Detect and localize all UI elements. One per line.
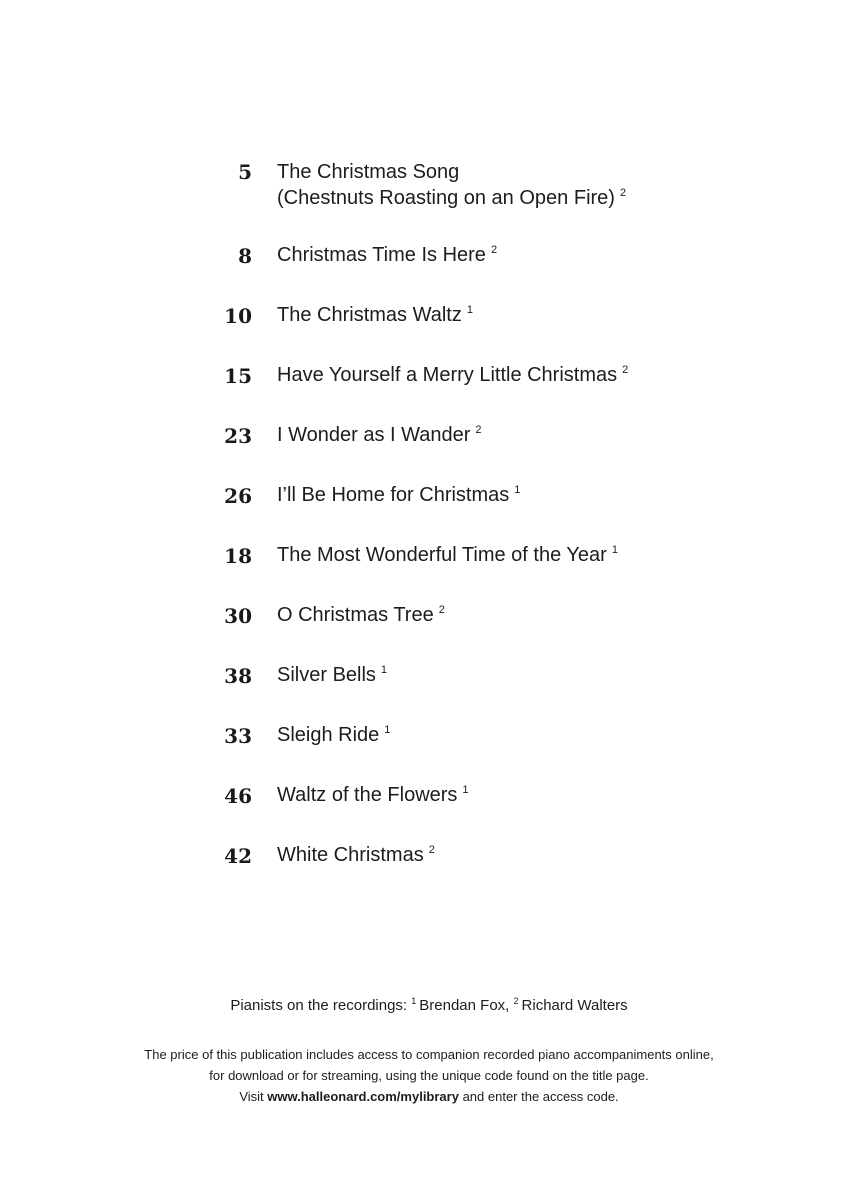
toc-entry — [0, 158, 858, 209]
song-title — [277, 602, 445, 628]
toc-entry — [0, 482, 858, 522]
pianist-mark: 2 — [428, 844, 435, 856]
title-line-text: I Wonder as I Wander — [277, 424, 471, 446]
page-number: 38 — [224, 664, 252, 688]
pianist-name: Brendan Fox, — [419, 997, 510, 1014]
page-number: 30 — [224, 604, 252, 628]
title-line: The Christmas Song — [277, 161, 460, 183]
song-title — [277, 662, 387, 688]
toc-entry — [0, 362, 858, 402]
pianist-mark: 2 — [513, 996, 519, 1006]
song-title — [277, 422, 482, 448]
song-title — [277, 159, 626, 211]
page-number: 8 — [238, 244, 252, 268]
library-url: www.halleonard.com/mylibrary — [267, 1089, 459, 1104]
pianist-mark: 1 — [462, 784, 469, 796]
toc-entry — [0, 842, 858, 882]
page-number: 18 — [224, 544, 252, 568]
song-title — [277, 362, 628, 388]
title-line-text: Waltz of the Flowers — [277, 784, 458, 806]
page-number: 46 — [224, 784, 252, 808]
title-line-text: Sleigh Ride — [277, 724, 380, 746]
toc-entry — [0, 422, 858, 462]
access-notice — [0, 1044, 858, 1107]
pianist-mark: 2 — [438, 604, 445, 616]
page-number: 26 — [224, 484, 252, 508]
title-line-text: I’ll Be Home for Christmas — [277, 484, 510, 506]
pianist-mark: 1 — [611, 544, 618, 556]
toc-entry — [0, 542, 858, 582]
title-line-text: O Christmas Tree — [277, 604, 434, 626]
title-line-text: Christmas Time Is Here — [277, 244, 486, 266]
notice-line: The price of this publication includes access to companion recorded piano accompaniments online, — [144, 1047, 714, 1062]
notice-visit-text: Visit — [239, 1089, 268, 1104]
pianist-mark: 2 — [475, 424, 482, 436]
song-title — [277, 542, 618, 568]
notice-line — [0, 1086, 858, 1107]
pianists-prefix: Pianists on the recordings: — [230, 997, 412, 1014]
title-line-text: Silver Bells — [277, 664, 376, 686]
pianists-credit — [0, 996, 858, 1016]
toc-entry — [0, 782, 858, 822]
page-number: 33 — [224, 724, 252, 748]
pianist-mark: 2 — [619, 187, 627, 199]
song-title — [277, 482, 520, 508]
toc-entry — [0, 722, 858, 762]
notice-line: for download or for streaming, using the unique code found on the title page. — [209, 1068, 649, 1083]
page-number: 15 — [224, 364, 252, 388]
toc-entry — [0, 242, 858, 282]
title-line-text: White Christmas — [277, 844, 424, 866]
page-number: 10 — [224, 304, 252, 328]
song-title — [277, 842, 435, 868]
title-line-text: Have Yourself a Merry Little Christmas — [277, 364, 618, 386]
pianist-mark: 2 — [622, 364, 629, 376]
title-line-text: The Christmas Waltz — [277, 304, 462, 326]
pianist-mark: 1 — [380, 664, 388, 676]
page-number: 5 — [238, 160, 252, 184]
title-line-text: (Chestnuts Roasting on an Open Fire) — [277, 187, 615, 209]
title-line — [277, 185, 626, 211]
song-title — [277, 242, 497, 268]
title-line-text: The Most Wonderful Time of the Year — [277, 544, 607, 566]
song-title — [277, 302, 473, 328]
notice-suffix-text: and enter the access code. — [458, 1089, 619, 1104]
song-title — [277, 722, 390, 748]
toc-entry — [0, 602, 858, 642]
pianist-mark: 2 — [490, 244, 498, 256]
pianist-mark: 1 — [466, 304, 473, 316]
toc-entry — [0, 302, 858, 342]
pianist-mark: 1 — [384, 724, 391, 736]
song-title — [277, 782, 469, 808]
toc-entry — [0, 662, 858, 702]
pianist-mark: 1 — [411, 996, 417, 1006]
page-number: 23 — [224, 424, 252, 448]
pianist-mark: 1 — [514, 484, 521, 496]
pianist-name: Richard Walters — [521, 997, 628, 1014]
page-number: 42 — [224, 844, 252, 868]
